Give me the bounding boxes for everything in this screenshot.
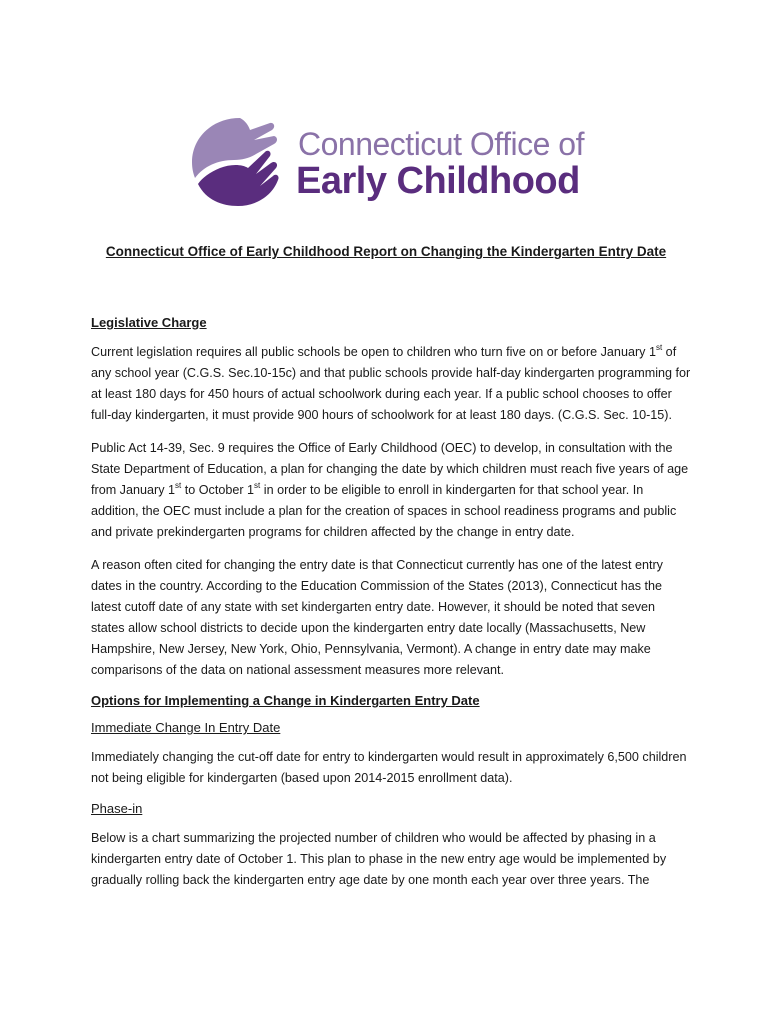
phase-in-paragraph: Below is a chart summarizing the projected number of children who would be affected by phasing in a kindergarten entry date of October 1. This plan to phase in the new entry age would be implemented by gradually rolling back the kindergarten entry age date by one month each year over three years. The [91,831,667,887]
hands-icon [190,116,290,206]
immediate-change-paragraph: Immediately changing the cut-off date for entry to kindergarten would result in approximately 6,500 children not being eligible for kindergarten (based upon 2014-2015 enrollment data). [91,750,687,785]
document-body [91,244,691,903]
logo-text-line2: Early Childhood [296,160,580,202]
logo-text-line1: Connecticut Office of [298,126,584,162]
legislative-paragraph-2: Public Act 14-39, Sec. 9 requires the Office of Early Childhood (OEC) to develop, in consultation with the State Department of Education, a plan for changing the date by which children must reach five years of age from January 1st to October 1st in order to be eligible to enroll in kindergarten for that school year. In addition, the OEC must include a plan for the creation of spaces in school readiness programs and public and private prekindergarten programs for children affected by the change in entry date. [91,441,689,539]
immediate-change-heading: Immediate Change In Entry Date [91,720,281,735]
legislative-paragraph-3: A reason often cited for changing the entry date is that Connecticut currently has one of the latest entry dates in the country. According to the Education Commission of the States (2013), Connecticut has the latest cutoff date of any state with set kindergarten entry date. However, it should be noted that seven states allow school districts to decide upon the kindergarten entry date locally (Massachusetts, New Hampshire, New Jersey, New York, Ohio, Pennsylvania, Vermont). A change in entry date may make comparisons of the data on national assessment measures more relevant. [91,558,663,677]
legislative-charge-heading: Legislative Charge [91,315,207,330]
oec-logo [190,116,590,206]
document-title: Connecticut Office of Early Childhood Report on Changing the Kindergarten Entry Date [105,244,667,259]
legislative-paragraph-1: Current legislation requires all public schools be open to children who turn five on or before January 1st of any school year (C.G.S. Sec.10-15c) and that public schools provide half-day kindergarten programming for at least 180 days for 450 hours of actual schoolwork during each year. If a public school chooses to offer full-day kindergarten, it must provide 900 hours of schoolwork for at least 180 days. (C.G.S. Sec. 10-15). [91,343,691,422]
options-heading: Options for Implementing a Change in Kindergarten Entry Date [91,693,480,708]
phase-in-heading: Phase-in [91,801,143,816]
